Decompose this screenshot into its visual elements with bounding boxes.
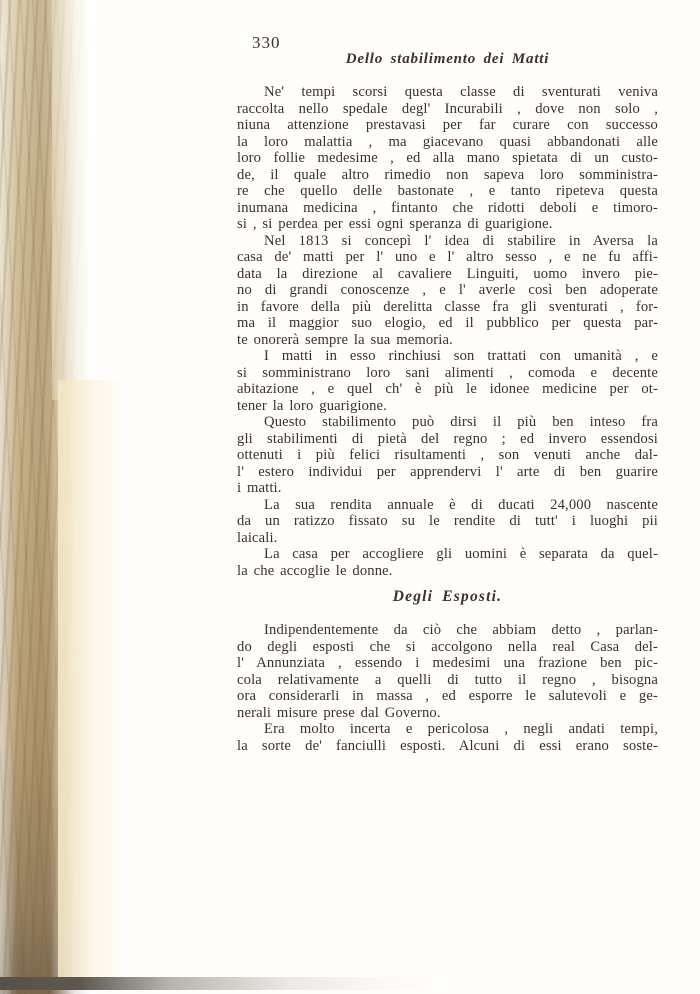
text-line: abitazione , e quel ch' è più le idonee medicine per ot- bbox=[237, 381, 658, 397]
text-line: te onorerà sempre la sua memoria. bbox=[237, 331, 453, 348]
text-line: ma il maggior suo elogio, ed il pubblico per questa par- bbox=[237, 315, 658, 331]
text-line: l' Annunziata , essendo i medesimi una frazione ben pic- bbox=[237, 655, 658, 671]
bottom-page-edge-shadow bbox=[0, 977, 450, 990]
text-line: la che accoglie le donne. bbox=[237, 562, 393, 579]
text-line: in favore della più derelitta classe fra gli sventurati , for- bbox=[237, 298, 658, 315]
text-line: cola relativamente a quelli di tutto il regno , bisogna bbox=[237, 671, 658, 688]
text-line: La casa per accogliere gli uomini è separata da quel- bbox=[264, 546, 658, 562]
text-line: si somministrano loro sani alimenti , comoda e decente bbox=[237, 364, 658, 381]
text-line: re che quello delle bastonate , e tanto ripeteva questa bbox=[237, 183, 658, 199]
text-line: Era molto incerta e pericolosa , negli andati tempi, bbox=[264, 721, 658, 737]
text-line: I matti in esso rinchiusi son trattati con umanità , e bbox=[264, 348, 658, 364]
text-line: i matti. bbox=[237, 480, 282, 496]
text-line: nerali misure prese dal Governo. bbox=[237, 704, 441, 721]
paragraph bbox=[237, 348, 658, 414]
text-line: niuna attenzione prestavasi per far curare con successo bbox=[237, 117, 658, 133]
text-line: la sorte de' fanciulli esposti. Alcuni di essi erano soste- bbox=[237, 737, 658, 754]
section-heading: Degli Esposti. bbox=[392, 588, 503, 605]
paragraph bbox=[237, 233, 658, 349]
text-line: Questo stabilimento può dirsi il più ben inteso fra bbox=[264, 414, 658, 430]
text-line: gli stabilimenti di pietà del regno ; ed invero essendosi bbox=[237, 430, 658, 447]
text-line: Nel 1813 si concepì l' idea di stabilire in Aversa la bbox=[264, 232, 658, 249]
paragraph bbox=[237, 721, 658, 754]
paragraph bbox=[237, 414, 658, 497]
text-line: ottenuti i più felici risultamenti , son venuti anche dal- bbox=[237, 447, 658, 463]
body-text-section-1 bbox=[237, 84, 658, 579]
text-line: La sua rendita annuale è di ducati 24,000 nascente bbox=[264, 496, 658, 513]
page-number: 330 bbox=[252, 33, 281, 52]
text-line: la loro malattia , ma giacevano quasi abbandonati alle bbox=[237, 133, 658, 150]
text-line: laicali. bbox=[237, 529, 278, 546]
text-line: raccolta nello spedale degl' Incurabili , dove non solo , bbox=[237, 100, 658, 117]
running-title: Dello stabilimento dei Matti bbox=[345, 51, 550, 67]
paragraph bbox=[237, 622, 658, 721]
text-line: da un ratizzo fissato su le rendite di tutt' i luoghi pii bbox=[237, 513, 658, 529]
text-line: casa de' matti per l' uno e l' altro sesso , e ne fu affi- bbox=[237, 249, 658, 265]
text-line: tener la loro guarigione. bbox=[237, 397, 387, 414]
text-line: l' estero individui per apprendervi l' arte di ben guarire bbox=[237, 463, 658, 480]
text-line: ora considerarli in massa , ed esporre le salutevoli e ge- bbox=[237, 688, 658, 704]
paragraph bbox=[237, 84, 658, 233]
body-text-section-2 bbox=[237, 622, 658, 754]
paragraph bbox=[237, 497, 658, 547]
text-line: loro follie medesime , ed alla mano spietata di un custo- bbox=[237, 150, 658, 166]
text-line: no di grandi conoscenze , e l' averle così ben adoperate bbox=[237, 282, 658, 298]
paragraph bbox=[237, 546, 658, 579]
text-line: do degli esposti che si accolgono nella real Casa del- bbox=[237, 638, 658, 655]
gutter-shading-bottom bbox=[58, 380, 136, 980]
text-line: Ne' tempi scorsi questa classe di sventurati veniva bbox=[264, 84, 658, 100]
text-line: de, il quale altro rimedio non sapeva loro somministra- bbox=[237, 166, 658, 183]
text-line: data la direzione al cavaliere Linguiti, uomo invero pie- bbox=[237, 265, 658, 282]
text-line: Indipendentemente da ciò che abbiam detto , parlan- bbox=[264, 622, 658, 638]
text-line: inumana medicina , fintanto che ridotti deboli e timoro- bbox=[237, 199, 658, 216]
gutter-shading-top bbox=[52, 0, 92, 400]
text-line: si , si perdea per essi ogni speranza di guarigione. bbox=[237, 216, 553, 232]
